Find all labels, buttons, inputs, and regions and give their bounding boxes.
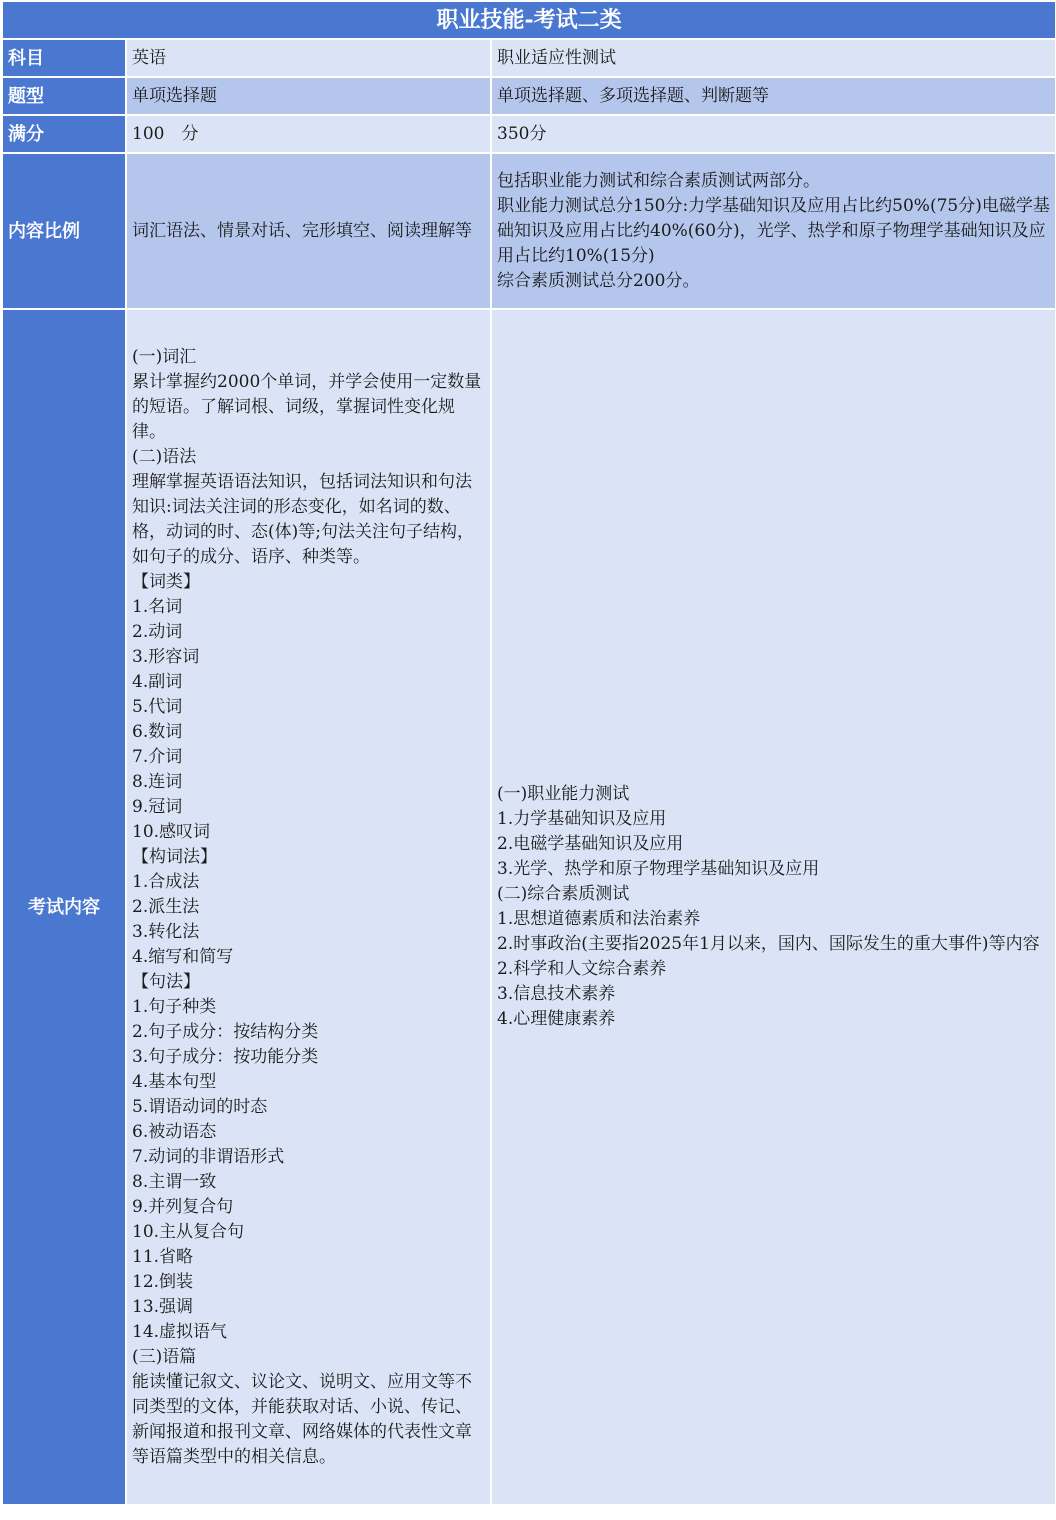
content-line: 理解掌握英语语法知识，包括词法知识和句法知识:词法关注词的形态变化，如名词的数、格，动词的时、态(体)等;句法关注句子结构，如句子的成分、语序、种类等。 (132, 471, 474, 567)
content-line: 8.连词 (132, 771, 183, 792)
content-line: 11.省略 (132, 1246, 194, 1267)
content-line: 1.名词 (132, 596, 183, 617)
row-label-content-ratio: 内容比例 (2, 153, 126, 309)
aptitude-content-ratio (491, 153, 1056, 309)
content-line: 3.光学、热学和原子物理学基础知识及应用 (497, 859, 820, 879)
content-line: (三)语篇 (132, 1346, 197, 1367)
content-line: 2.电磁学基础知识及应用 (497, 834, 684, 854)
content-line: 2.科学和人文综合素养 (497, 959, 667, 979)
aptitude-full-score: 350分 (491, 115, 1056, 153)
table-title: 职业技能-考试二类 (2, 1, 1056, 39)
content-line: 2.句子成分：按结构分类 (132, 1021, 319, 1042)
content-line: 6.数词 (132, 721, 183, 742)
content-line: 13.强调 (132, 1296, 194, 1317)
content-line: 1.力学基础知识及应用 (497, 809, 667, 829)
content-line: 4.缩写和简写 (132, 946, 234, 967)
content-line: 【词类】 (132, 571, 200, 592)
row-label-full-score: 满分 (2, 115, 126, 153)
content-line: (二)综合素质测试 (497, 884, 630, 904)
english-full-score: 100 分 (126, 115, 491, 153)
content-line: 【句法】 (132, 971, 200, 992)
content-line: 能读懂记叙文、议论文、说明文、应用文等不同类型的文体，并能获取对话、小说、传记、新闻报道和报刊文章、网络媒体的代表性文章等语篇类型中的相关信息。 (132, 1371, 472, 1467)
content-line: 4.基本句型 (132, 1071, 217, 1092)
english-content-ratio: 词汇语法、情景对话、完形填空、阅读理解等 (126, 153, 491, 309)
row-label-subject: 科目 (2, 39, 126, 77)
row-label-exam-content: 考试内容 (2, 309, 126, 1505)
content-line: 2.时事政治(主要指2025年1月以来，国内、国际发生的重大事件)等内容 (497, 934, 1040, 954)
content-line: (一)职业能力测试 (497, 784, 630, 804)
content-line: 9.并列复合句 (132, 1196, 234, 1217)
content-line: 1.思想道德素质和法治素养 (497, 909, 701, 929)
exam-table (1, 0, 1056, 1506)
content-line: 7.动词的非谓语形式 (132, 1146, 285, 1167)
content-line: 8.主谓一致 (132, 1171, 217, 1192)
content-line: 4.副词 (132, 671, 183, 692)
content-line: 3.转化法 (132, 921, 200, 942)
content-line: 累计掌握约2000个单词，并学会使用一定数量的短语。了解词根、词级，掌握词性变化规律。 (132, 371, 482, 442)
content-line: (一)词汇 (132, 346, 197, 367)
content-line: 3.句子成分：按功能分类 (132, 1046, 319, 1067)
aptitude-question-type: 单项选择题、多项选择题、判断题等 (491, 77, 1056, 115)
content-line: 1.句子种类 (132, 996, 217, 1017)
aptitude-subject: 职业适应性测试 (491, 39, 1056, 77)
content-line: 2.派生法 (132, 896, 200, 917)
english-question-type: 单项选择题 (126, 77, 491, 115)
row-label-question-type: 题型 (2, 77, 126, 115)
ratio-line: 包括职业能力测试和综合素质测试两部分。 (497, 170, 820, 191)
content-line: 1.合成法 (132, 871, 200, 892)
content-line: (二)语法 (132, 446, 197, 467)
content-line: 【构词法】 (132, 846, 217, 867)
ratio-line: 职业能力测试总分150分:力学基础知识及应用占比约50%(75分)电磁学基础知识及应用占比约40%(60分)，光学、热学和原子物理学基础知识及应用占比约10%(15分) (497, 195, 1050, 266)
content-line: 6.被动语态 (132, 1121, 217, 1142)
content-line: 9.冠词 (132, 796, 183, 817)
content-line: 14.虚拟语气 (132, 1321, 228, 1342)
content-line: 4.心理健康素养 (497, 1009, 616, 1029)
english-exam-content (126, 309, 491, 1505)
aptitude-exam-content (491, 309, 1056, 1505)
content-line: 7.介词 (132, 746, 183, 767)
content-line: 10.感叹词 (132, 821, 211, 842)
content-line: 5.代词 (132, 696, 183, 717)
content-line: 5.谓语动词的时态 (132, 1096, 268, 1117)
content-line: 10.主从复合句 (132, 1221, 245, 1242)
english-subject: 英语 (126, 39, 491, 77)
content-line: 2.动词 (132, 621, 183, 642)
ratio-line: 综合素质测试总分200分。 (497, 270, 700, 291)
content-line: 12.倒装 (132, 1271, 194, 1292)
content-line: 3.形容词 (132, 646, 200, 667)
content-line: 3.信息技术素养 (497, 984, 616, 1004)
